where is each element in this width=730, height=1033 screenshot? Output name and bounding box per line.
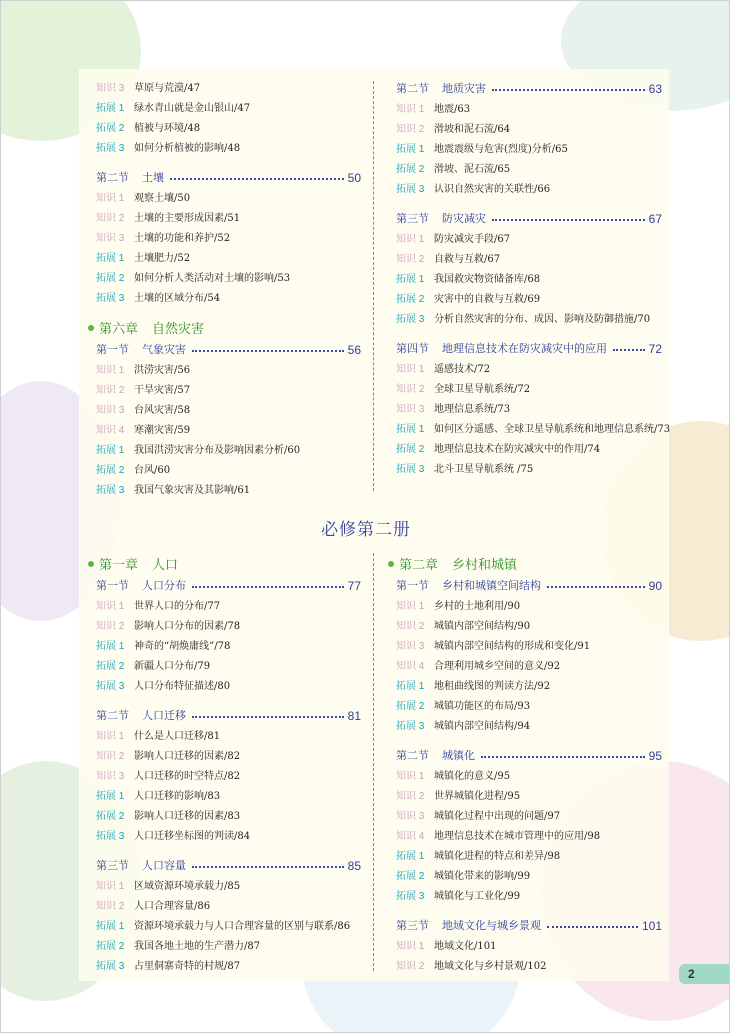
item-title: 地震/63 xyxy=(434,104,471,115)
section-page-number: 95 xyxy=(648,749,662,763)
toc-item[interactable] xyxy=(96,747,240,767)
item-title: 城镇化的意义/95 xyxy=(434,771,511,782)
item-title: 影响人口迁移的因素/83 xyxy=(134,811,241,822)
item-tag: 拓展 2 xyxy=(96,123,125,134)
toc-item[interactable] xyxy=(96,637,230,657)
section-title: 人口容量 xyxy=(142,860,186,872)
bullet-dot-icon xyxy=(88,325,94,331)
item-title: 滑坡和泥石流/64 xyxy=(434,124,511,135)
toc-item[interactable] xyxy=(396,180,550,200)
item-tag: 知识 2 xyxy=(396,254,425,265)
item-title: 地租曲线图的判读方法/92 xyxy=(434,681,551,692)
column-divider xyxy=(373,81,374,491)
item-title: 地域文化与乡村景观/102 xyxy=(434,961,547,972)
item-tag: 知识 2 xyxy=(396,791,425,802)
toc-item[interactable] xyxy=(96,139,240,159)
section-number: 第二节 xyxy=(396,750,429,762)
item-title: 新疆人口分布/79 xyxy=(134,661,211,672)
section-heading[interactable] xyxy=(96,340,361,360)
item-title: 人口迁移坐标图的判读/84 xyxy=(134,831,251,842)
item-tag: 拓展 2 xyxy=(396,164,425,175)
toc-item[interactable] xyxy=(396,100,470,120)
section-title: 人口迁移 xyxy=(142,710,186,722)
item-tag: 拓展 1 xyxy=(96,921,125,932)
item-title: 世界城镇化进程/95 xyxy=(434,791,521,802)
item-title: 城镇内部空间结构/90 xyxy=(434,621,531,632)
item-tag: 拓展 1 xyxy=(396,424,425,435)
chapter-number: 第六章 xyxy=(99,321,139,336)
toc-item[interactable] xyxy=(96,677,230,697)
item-title: 人口分布特征描述/80 xyxy=(134,681,231,692)
item-title: 占里侗寨奇特的村规/87 xyxy=(134,961,241,972)
item-tag: 拓展 1 xyxy=(96,103,125,114)
toc-item[interactable] xyxy=(96,597,220,617)
section-number: 第三节 xyxy=(396,213,429,225)
item-tag: 拓展 3 xyxy=(96,485,125,496)
item-title: 观察土壤/50 xyxy=(134,193,191,204)
item-tag: 知识 2 xyxy=(96,621,125,632)
section-heading[interactable] xyxy=(96,168,361,188)
item-tag: 拓展 1 xyxy=(396,851,425,862)
chapter-title: 自然灾害 xyxy=(152,321,205,336)
bullet-dot-icon xyxy=(88,561,94,567)
item-tag: 知识 3 xyxy=(96,233,125,244)
toc-item[interactable] xyxy=(396,807,560,827)
toc-item[interactable] xyxy=(96,877,240,897)
toc-item[interactable] xyxy=(96,269,290,289)
item-title: 城镇功能区的布局/93 xyxy=(434,701,531,712)
section-heading[interactable] xyxy=(96,706,361,726)
item-tag: 知识 3 xyxy=(396,811,425,822)
item-title: 我国各地土地的生产潜力/87 xyxy=(134,941,261,952)
toc-item[interactable] xyxy=(396,657,560,677)
section-page-number: 85 xyxy=(347,859,361,873)
item-title: 植被与环境/48 xyxy=(134,123,201,134)
toc-item[interactable] xyxy=(396,937,496,957)
toc-item[interactable] xyxy=(396,717,530,737)
section-title: 城镇化 xyxy=(442,750,475,762)
section-heading[interactable] xyxy=(96,576,361,596)
page-number: 2 xyxy=(688,967,695,981)
chapter-heading[interactable] xyxy=(88,318,204,340)
section-title: 防灾减灾 xyxy=(442,213,486,225)
section-page-number: 63 xyxy=(648,82,662,96)
toc-item[interactable] xyxy=(96,461,170,481)
item-title: 北斗卫星导航系统 /75 xyxy=(434,464,534,475)
item-title: 城镇内部空间结构/94 xyxy=(434,721,531,732)
item-tag: 知识 3 xyxy=(396,641,425,652)
item-tag: 拓展 3 xyxy=(96,293,125,304)
item-tag: 知识 2 xyxy=(96,385,125,396)
dot-leader xyxy=(192,866,344,868)
item-title: 灾害中的自救与互救/69 xyxy=(434,294,541,305)
item-tag: 知识 4 xyxy=(396,831,425,842)
item-tag: 知识 3 xyxy=(96,83,125,94)
section-title: 乡村和城镇空间结构 xyxy=(442,580,541,592)
toc-item[interactable] xyxy=(396,140,568,160)
item-tag: 知识 2 xyxy=(396,961,425,972)
toc-item[interactable] xyxy=(396,290,540,310)
item-tag: 知识 1 xyxy=(396,104,425,115)
item-title: 神奇的“胡焕庸线”/78 xyxy=(134,641,231,652)
dot-leader xyxy=(492,89,645,91)
item-title: 绿水青山就是金山银山/47 xyxy=(134,103,251,114)
toc-item[interactable] xyxy=(396,400,510,420)
item-tag: 知识 1 xyxy=(396,941,425,952)
item-tag: 知识 3 xyxy=(96,405,125,416)
item-title: 城镇化与工业化/99 xyxy=(434,891,521,902)
toc-item[interactable] xyxy=(96,897,210,917)
dot-leader xyxy=(192,350,344,352)
toc-item[interactable] xyxy=(396,440,600,460)
item-title: 防灾减灾手段/67 xyxy=(434,234,511,245)
section-page-number: 81 xyxy=(347,709,361,723)
item-tag: 知识 1 xyxy=(96,731,125,742)
toc-item[interactable] xyxy=(396,250,500,270)
toc-item[interactable] xyxy=(96,79,200,99)
item-title: 我国救灾物资储备库/68 xyxy=(434,274,541,285)
item-tag: 拓展 2 xyxy=(96,941,125,952)
item-title: 遥感技术/72 xyxy=(434,364,491,375)
item-tag: 知识 2 xyxy=(96,901,125,912)
item-title: 城镇内部空间结构的形成和变化/91 xyxy=(434,641,591,652)
item-tag: 知识 2 xyxy=(96,751,125,762)
item-title: 合理利用城乡空间的意义/92 xyxy=(434,661,561,672)
item-tag: 拓展 1 xyxy=(96,641,125,652)
item-title: 台风灾害/58 xyxy=(134,405,191,416)
toc-item[interactable] xyxy=(396,310,650,330)
item-title: 世界人口的分布/77 xyxy=(134,601,221,612)
toc-item[interactable] xyxy=(96,617,240,637)
toc-item[interactable] xyxy=(396,160,510,180)
section-number: 第一节 xyxy=(396,580,429,592)
item-tag: 拓展 2 xyxy=(96,811,125,822)
section-number: 第三节 xyxy=(396,920,429,932)
toc-item[interactable] xyxy=(396,887,520,907)
toc-item[interactable] xyxy=(396,847,560,867)
item-tag: 拓展 1 xyxy=(96,253,125,264)
item-title: 地理信息技术在城市管理中的应用/98 xyxy=(434,831,601,842)
item-tag: 拓展 3 xyxy=(396,184,425,195)
item-tag: 拓展 3 xyxy=(396,721,425,732)
item-tag: 拓展 3 xyxy=(396,891,425,902)
section-heading[interactable] xyxy=(396,79,662,99)
item-tag: 拓展 2 xyxy=(396,444,425,455)
item-title: 滑坡、泥石流/65 xyxy=(434,164,511,175)
section-number: 第三节 xyxy=(96,860,129,872)
item-title: 城镇化带来的影响/99 xyxy=(434,871,531,882)
toc-item[interactable] xyxy=(96,229,230,249)
item-tag: 知识 4 xyxy=(396,661,425,672)
item-title: 什么是人口迁移/81 xyxy=(134,731,221,742)
item-tag: 知识 3 xyxy=(396,404,425,415)
section-title: 气象灾害 xyxy=(142,344,186,356)
item-tag: 拓展 3 xyxy=(96,961,125,972)
item-title: 我国气象灾害及其影响/61 xyxy=(134,485,251,496)
chapter-number: 第一章 xyxy=(99,557,139,572)
item-tag: 拓展 3 xyxy=(396,314,425,325)
toc-item[interactable] xyxy=(396,460,533,480)
section-number: 第一节 xyxy=(96,344,129,356)
section-heading[interactable] xyxy=(96,856,361,876)
section-page-number: 101 xyxy=(641,919,662,933)
toc-item[interactable] xyxy=(96,381,190,401)
dot-leader xyxy=(170,178,344,180)
item-title: 地域文化/101 xyxy=(434,941,497,952)
item-tag: 知识 1 xyxy=(396,771,425,782)
item-title: 地理信息系统/73 xyxy=(434,404,511,415)
item-tag: 知识 4 xyxy=(96,425,125,436)
item-tag: 拓展 1 xyxy=(96,445,125,456)
toc-item[interactable] xyxy=(96,249,190,269)
item-tag: 拓展 3 xyxy=(396,464,425,475)
dot-leader xyxy=(547,926,638,928)
dot-leader xyxy=(192,586,344,588)
section-page-number: 72 xyxy=(648,342,662,356)
item-title: 自救与互救/67 xyxy=(434,254,501,265)
toc-item[interactable] xyxy=(96,189,190,209)
toc-item[interactable] xyxy=(396,767,510,787)
item-title: 城镇化过程中出现的问题/97 xyxy=(434,811,561,822)
section-title: 地质灾害 xyxy=(442,83,486,95)
item-tag: 知识 2 xyxy=(396,384,425,395)
toc-item[interactable] xyxy=(396,637,590,657)
section-heading[interactable] xyxy=(396,916,662,936)
toc-item[interactable] xyxy=(396,230,510,250)
section-page-number: 77 xyxy=(347,579,361,593)
item-title: 洪涝灾害/56 xyxy=(134,365,191,376)
item-title: 人口迁移的时空特点/82 xyxy=(134,771,241,782)
page-number-tab xyxy=(679,964,730,984)
section-heading[interactable] xyxy=(396,339,662,359)
dot-leader xyxy=(492,219,645,221)
toc-item[interactable] xyxy=(396,270,540,290)
toc-item[interactable] xyxy=(96,767,240,787)
item-tag: 拓展 2 xyxy=(396,294,425,305)
toc-item[interactable] xyxy=(96,99,250,119)
item-title: 资源环境承载力与人口合理容量的区别与联系/86 xyxy=(134,921,351,932)
item-tag: 拓展 2 xyxy=(96,465,125,476)
toc-item[interactable] xyxy=(396,697,530,717)
item-title: 草原与荒漠/47 xyxy=(134,83,201,94)
toc-item[interactable] xyxy=(396,787,520,807)
item-title: 土壤的功能和养护/52 xyxy=(134,233,231,244)
item-tag: 拓展 2 xyxy=(396,871,425,882)
chapter-number: 第二章 xyxy=(399,557,439,572)
item-tag: 知识 1 xyxy=(96,193,125,204)
volume-title: 必修第二册 xyxy=(321,520,411,539)
chapter-heading[interactable] xyxy=(388,554,517,576)
toc-item[interactable] xyxy=(96,827,250,847)
item-tag: 拓展 1 xyxy=(396,681,425,692)
toc-item[interactable] xyxy=(396,827,600,847)
toc-item[interactable] xyxy=(96,421,190,441)
dot-leader xyxy=(192,716,344,718)
item-title: 全球卫星导航系统/72 xyxy=(434,384,531,395)
section-page-number: 67 xyxy=(648,212,662,226)
chapter-heading[interactable] xyxy=(88,554,178,576)
item-tag: 知识 1 xyxy=(96,601,125,612)
item-title: 乡村的土地利用/90 xyxy=(434,601,521,612)
section-title: 人口分布 xyxy=(142,580,186,592)
item-title: 地震震级与危害(烈度)分析/65 xyxy=(434,144,568,155)
section-page-number: 50 xyxy=(347,171,361,185)
item-title: 影响人口分布的因素/78 xyxy=(134,621,241,632)
toc-item[interactable] xyxy=(96,361,190,381)
item-tag: 拓展 3 xyxy=(96,681,125,692)
section-number: 第一节 xyxy=(96,580,129,592)
item-title: 影响人口迁移的因素/82 xyxy=(134,751,241,762)
item-title: 我国洪涝灾害分布及影响因素分析/60 xyxy=(134,445,301,456)
item-tag: 知识 1 xyxy=(396,364,425,375)
toc-item[interactable] xyxy=(96,807,240,827)
toc-item[interactable] xyxy=(96,441,300,461)
toc-item[interactable] xyxy=(396,380,530,400)
bullet-dot-icon xyxy=(388,561,394,567)
item-title: 干旱灾害/57 xyxy=(134,385,191,396)
item-tag: 知识 2 xyxy=(396,621,425,632)
item-tag: 拓展 3 xyxy=(96,143,125,154)
section-title: 地域文化与城乡景观 xyxy=(442,920,541,932)
item-title: 台风/60 xyxy=(134,465,171,476)
item-title: 如何分析植被的影响/48 xyxy=(134,143,241,154)
section-heading[interactable] xyxy=(396,576,662,596)
toc-item[interactable] xyxy=(96,917,350,937)
item-title: 土壤肥力/52 xyxy=(134,253,191,264)
item-title: 城镇化进程的特点和差异/98 xyxy=(434,851,561,862)
toc-item[interactable] xyxy=(96,119,200,139)
item-tag: 知识 2 xyxy=(396,124,425,135)
toc-item[interactable] xyxy=(96,957,240,977)
toc-item[interactable] xyxy=(96,401,190,421)
chapter-title: 人口 xyxy=(152,557,179,572)
section-title: 土壤 xyxy=(142,172,164,184)
item-tag: 拓展 1 xyxy=(396,274,425,285)
dot-leader xyxy=(547,586,645,588)
section-number: 第二节 xyxy=(96,172,129,184)
toc-item[interactable] xyxy=(396,597,520,617)
chapter-title: 乡村和城镇 xyxy=(452,557,518,572)
toc-item[interactable] xyxy=(96,787,220,807)
item-title: 土壤的区域分布/54 xyxy=(134,293,221,304)
toc-item[interactable] xyxy=(396,360,490,380)
item-tag: 拓展 1 xyxy=(396,144,425,155)
item-title: 寒潮灾害/59 xyxy=(134,425,191,436)
item-title: 认识自然灾害的关联性/66 xyxy=(434,184,551,195)
item-title: 区域资源环境承载力/85 xyxy=(134,881,241,892)
item-tag: 知识 2 xyxy=(96,213,125,224)
item-tag: 拓展 2 xyxy=(396,701,425,712)
toc-item[interactable] xyxy=(96,289,220,309)
item-tag: 拓展 2 xyxy=(96,661,125,672)
section-heading[interactable] xyxy=(396,746,662,766)
toc-item[interactable] xyxy=(96,481,250,501)
section-heading[interactable] xyxy=(396,209,662,229)
item-tag: 拓展 1 xyxy=(96,791,125,802)
toc-item[interactable] xyxy=(96,937,260,957)
dot-leader xyxy=(613,349,645,351)
item-title: 人口迁移的影响/83 xyxy=(134,791,221,802)
dot-leader xyxy=(481,756,645,758)
item-tag: 知识 1 xyxy=(96,881,125,892)
item-title: 地理信息技术在防灾减灾中的作用/74 xyxy=(434,444,601,455)
item-tag: 知识 1 xyxy=(96,365,125,376)
toc-item[interactable] xyxy=(96,209,240,229)
section-number: 第四节 xyxy=(396,343,429,355)
item-title: 如何区分遥感、全球卫星导航系统和地理信息系统/73 xyxy=(434,424,671,435)
section-number: 第二节 xyxy=(396,83,429,95)
section-page-number: 56 xyxy=(347,343,361,357)
toc-item[interactable] xyxy=(396,677,550,697)
item-tag: 拓展 2 xyxy=(96,273,125,284)
toc-item[interactable] xyxy=(96,657,210,677)
section-number: 第二节 xyxy=(96,710,129,722)
toc-item[interactable] xyxy=(396,957,546,977)
item-title: 如何分析人类活动对土壤的影响/53 xyxy=(134,273,291,284)
toc-item[interactable] xyxy=(396,617,530,637)
item-tag: 知识 3 xyxy=(96,771,125,782)
toc-item[interactable] xyxy=(396,867,530,887)
item-title: 分析自然灾害的分布、成因、影响及防御措施/70 xyxy=(434,314,651,325)
toc-item[interactable] xyxy=(396,420,670,440)
column-divider xyxy=(373,553,374,971)
item-tag: 知识 1 xyxy=(396,601,425,612)
item-tag: 知识 1 xyxy=(396,234,425,245)
toc-item[interactable] xyxy=(396,120,510,140)
toc-item[interactable] xyxy=(96,727,220,747)
section-page-number: 90 xyxy=(648,579,662,593)
section-title: 地理信息技术在防灾减灾中的应用 xyxy=(442,343,607,355)
item-tag: 拓展 3 xyxy=(96,831,125,842)
item-title: 土壤的主要形成因素/51 xyxy=(134,213,241,224)
item-title: 人口合理容量/86 xyxy=(134,901,211,912)
